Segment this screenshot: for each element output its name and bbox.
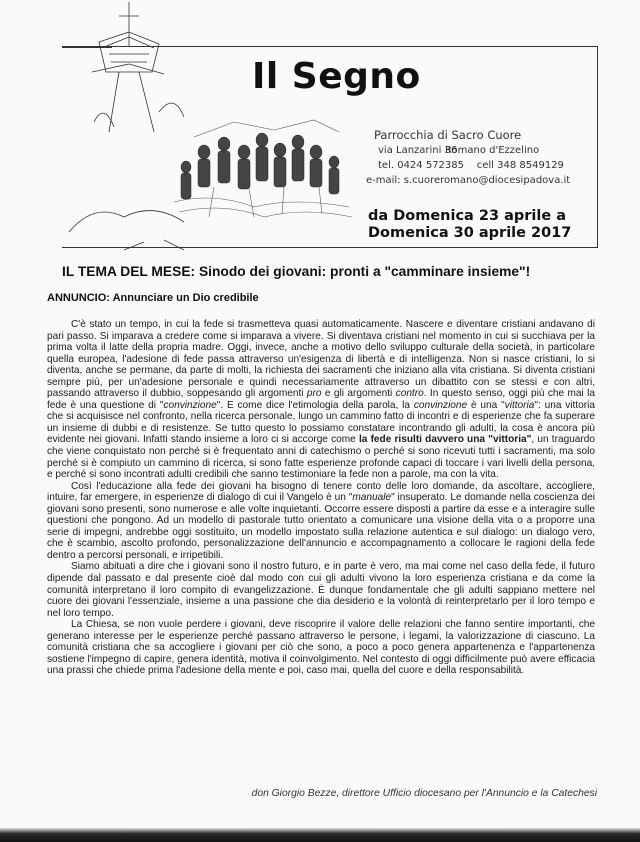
crowd-figures (181, 133, 339, 199)
p1-italic-contro: contro (395, 388, 424, 400)
p1-italic-convinzione-1: convinzione (163, 399, 217, 411)
newsletter-title: Il Segno (252, 56, 421, 97)
paragraph-2 (47, 481, 595, 562)
address-city: Romano d'Ezzelino (445, 145, 540, 156)
author-signature: don Giorgio Bezze, direttore Ufficio diocesano per l'Annuncio e la Catechesi (251, 788, 597, 799)
p2-text-1: Così l'educazione alla fede dei giovani ha bisogno di tenere conto delle loro domande, da ascoltare, accogliere, intuire, far emergere, in esperienze di dialogo di cui il Vangelo è un " (47, 480, 595, 504)
p1-italic-vittoria: vittoria (504, 399, 535, 411)
p1-text-5: è una " (467, 399, 505, 411)
p1-text-6: ": una vittoria che si acquisisce nel confronto, nella ricerca personale, lungo un cammino fatto di incontri e di esperienze che fa superare un insieme di dubbi e di resistenze. Se tutto questo lo possiamo constatare incontrando gli adulti, la cosa è ancora più evidente nei giovani. Infatti stando insieme a loro ci si accorge come (47, 399, 595, 446)
p1-bold-phrase: la fede risulti davvero una "vittoria" (358, 434, 532, 446)
article-body (47, 319, 595, 677)
p1-text-3: . In questo senso, oggi più che mai la fede è una questione di " (47, 388, 595, 411)
dates-line-1: da Domenica 23 aprile a (368, 208, 567, 224)
paragraph-3: Siamo abituati a dire che i giovani sono il nostro futuro, e in parte è vero, ma mai come nel caso della fede, il futuro dipende dal passato e dal presente cioè dal modo con cui gli adulti vivono la loro esperienza cristiana e da come la comunità interpretano il loro compito di evangelizzazione. È dunque fondamentale che gli adulti sappiano mettere nel cuore dei giovani l'essenziale, insieme a una passione che dia desiderio e la volontà di reinterpretarlo per il loro tempo e nel loro tempo. (47, 561, 595, 619)
dates-line-2: Domenica 30 aprile 2017 (368, 225, 572, 241)
paragraph-1 (47, 319, 595, 481)
p1-text-7: , un traguardo che viene conquistato non perché si è frequentato anni di catechismo o perché si sono ricevuti tutti i sacramenti, ma solo perché si è compiuto un cammino di ricerca, si sono fatte esperienze profonde capaci di toccare i vari livelli della persona, e perché si sono incontrati adulti credibili che sanno testimoniare la fede non a parole, ma con la vita. (47, 434, 596, 481)
issue-dates (368, 208, 598, 242)
parish-name: Parrocchia di Sacro Cuore (374, 128, 522, 142)
month-theme-headline: IL TEMA DEL MESE: Sinodo dei giovani: pronti a "camminare insieme"! (62, 264, 531, 279)
p1-italic-convinzione-2: convinzione (413, 399, 468, 411)
p1-text-2: e gli argomenti (321, 388, 396, 400)
p2-italic-manuale: manuale (352, 492, 392, 504)
p2-text-2: " insuperato. Le domande nella coscienza dei giovani sono presenti, sono numerose e alle volte inquietanti. Occorre essere disposti a partire da esse e a interagire sulle questioni che pongono. Ad un modello di pastorale tutto orientato a comunicare una visione della vita o a proporre una serie di impegni, andrebbe oggi sostituito, un modello impostato sulla relazione autentica e sul dialogo: un dialogo vero, che è scambio, ascolto profondo, personalizzazione dell'annuncio e accompagnamento a collocare le ragioni della fede dentro a percorsi personali, e irripetibili. (47, 492, 595, 561)
cell-number: cell 348 8549129 (476, 160, 564, 171)
p1-italic-pro: pro (306, 388, 322, 400)
email-address: e-mail: s.cuoreromano@diocesipadova.it (366, 175, 571, 186)
address-street: via Lanzarini 36 (378, 145, 458, 156)
p1-text-1: C'è stato un tempo, in cui la fede si trasmetteva quasi automaticamente. Nascere e diventare cristiani andavano di pari passo. Si imparava a credere come si imparava a vivere. Si diventava cristiani nel momento in cui si succhiava per la prima volta il latte della propria madre. Oggi, invece, anche a motivo dello sviluppo culturale della società, in particolare quella europea, l'adesione di fede passa attraverso un'esigenza di libertà e di intelligenza. Non si nasce cristiani, lo si diventa, anche se permane, da parte di molti, la richiesta dei sacramenti che iniziano alla vita cristiana. Si diventa cristiani sempre più, per un'adesione personale e quindi necessariamente attraverso un dibattito con se stessi e con altri, passando attraverso il dubbio, soppesando gli argomenti (47, 319, 595, 400)
phone-number: tel. 0424 572385 (378, 160, 465, 171)
church-crowd-illustration (64, 2, 364, 252)
p1-text-4: ". E come dice l'etimologia della parola, la (216, 399, 414, 411)
paragraph-4: La Chiesa, se non vuole perdere i giovani, deve riscoprire il valore delle relazioni che fanno sentire importanti, che generano interesse per le esperienze perché passano attraverso le persone, i legami, la valorizzazione di ciascuno. La comunità cristiana che sa accogliere i giovani per ciò che sono, a poco a poco genera appartenenza e l'appartenenza sostiene l'impegno di capire, genera identità, motiva il coinvolgimento. Nel contesto di oggi difficilmente può avere efficacia una prassi che chiede prima l'adesione della mente e poi, caso mai, quella del cuore e della responsabilità. (47, 619, 595, 677)
scan-bottom-edge (0, 828, 640, 842)
phone-line (378, 160, 564, 171)
section-title: ANNUNCIO: Annunciare un Dio credibile (47, 292, 259, 304)
